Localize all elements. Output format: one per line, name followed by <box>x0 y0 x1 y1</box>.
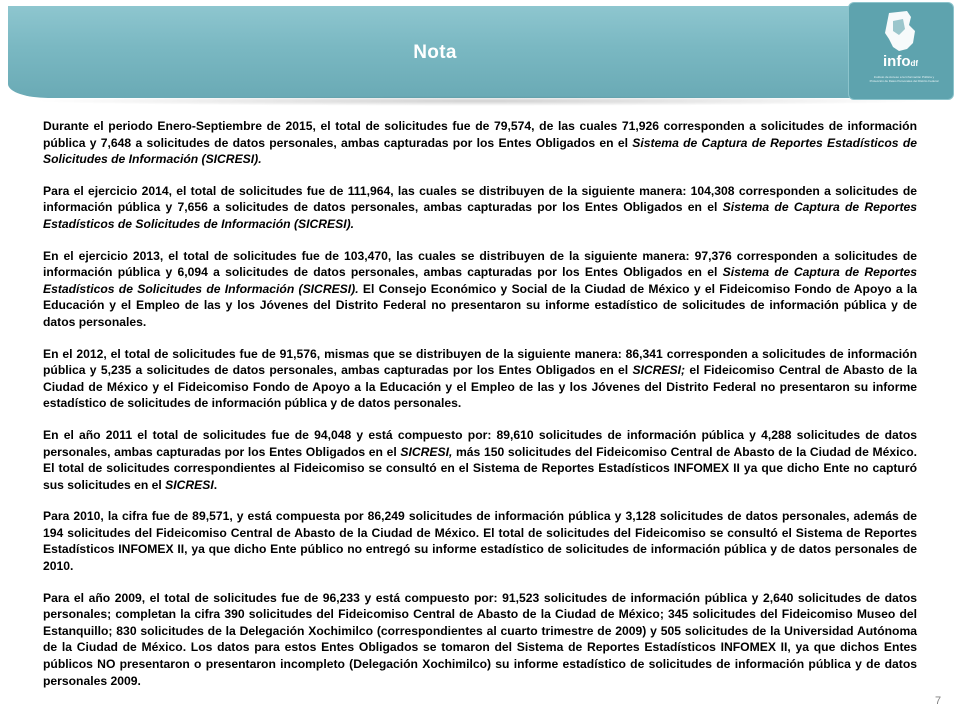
paragraph-2012: En el 2012, el total de solicitudes fue de 91,576, mismas que se distribuyen de la siguiente manera: 86,341 corresponden a solicitudes de información pública y 5,235 a solicitudes de datos personales, ambas capturadas por los Entes Obligados en el SICRESI; el Fideicomiso Central de Abasto de la Ciudad de México y el Fideicomiso Fondo de Apoyo a la Educación y el Empleo de las y los Jóvenes del Distrito Federal no presentaron su informe estadístico de solicitudes de información pública y de datos personales. <box>43 346 917 411</box>
paragraph-2014: Para el ejercicio 2014, el total de solicitudes fue de 111,964, las cuales se distribuyen de la siguiente manera: 104,308 corresponden a solicitudes de información pública y 7,656 a solicitudes de datos personales, ambas capturadas por los Entes Obligados en el Sistema de Captura de Reportes Estadísticos de Solicitudes de Información (SICRESI). <box>43 183 918 231</box>
paragraph-2010: Para 2010, la cifra fue de 89,571, y está compuesta por 86,249 solicitudes de información pública y 3,128 solicitudes de datos personales, además de 194 solicitudes del Fideicomiso Central de Abasto de la Ciudad de México. El total de solicitudes del Fideicomiso se consultó el Sistema de Reportes Estadísticos INFOMEX II, ya que dicho Ente público no entregó su informe estadístico de solicitudes de información pública y de datos personales de 2010. <box>43 509 917 574</box>
paragraph-2009: Para el año 2009, el total de solicitudes fue de 96,233 y está compuesto por: 91,523 solicitudes de información pública y 2,640 solicitudes de datos personales; completan la cifra 390 solicitudes del Fideicomiso Central de Abasto de la Ciudad de México; 345 solicitudes del Fideicomiso Museo del Estanquillo; 830 solicitudes de la Delegación Xochimilco (correspondientes al cuarto trimestre de 2009) y 505 solicitudes de la Universidad Autónoma de la Ciudad de México. Los datos para estos Entes Obligados se tomaron del Sistema de Reportes Estadísticos INFOMEX II, ya que dichos Entes públicos NO presentaron o presentaron incompleto (Delegación Xochimilco) su informe estadístico de solicitudes de información pública y de datos personales 2009. <box>43 590 917 688</box>
paragraph-2011: En el año 2011 el total de solicitudes fue de 94,048 y está compuesto por: 89,610 solicitudes de información pública y 4,288 solicitudes de datos personales, ambas capturadas por los Entes Obligados en el SICRESI, más 150 solicitudes del Fideicomiso Central de Abasto de la Ciudad de México. El total de solicitudes correspondientes al Fideicomiso se consultó en el Sistema de Reportes Estadísticos INFOMEX II ya que dicho Ente no capturó sus solicitudes en el SICRESI. <box>43 427 918 492</box>
page-title: Nota <box>413 42 457 63</box>
note-body <box>43 118 917 704</box>
logo-tagline: Instituto de Acceso a la Información Pública y Protección de Datos Personales del Distrito Federal <box>869 75 939 83</box>
info-df-logo <box>848 2 954 100</box>
logo-wordmark: infodf <box>883 53 919 70</box>
city-map-icon <box>849 3 953 99</box>
paragraph-2015: Durante el periodo Enero-Septiembre de 2015, el total de solicitudes fue de 79,574, de las cuales 71,926 corresponden a solicitudes de información pública y 7,648 a solicitudes de datos personales, ambas capturadas por los Entes Obligados en el Sistema de Captura de Reportes Estadísticos de Solicitudes de Información (SICRESI). <box>43 119 917 167</box>
banner-shadow <box>30 96 930 106</box>
paragraph-2013: En el ejercicio 2013, el total de solicitudes fue de 103,470, las cuales se distribuyen de la siguiente manera: 97,376 corresponden a solicitudes de información pública y 6,094 a solicitudes de datos personales, ambas capturadas por los Entes Obligados en el Sistema de Captura de Reportes Estadísticos de Solicitudes de Información (SICRESI). El Consejo Económico y Social de la Ciudad de México y el Fideicomiso Fondo de Apoyo a la Educación y el Empleo de las y los Jóvenes del Distrito Federal no presentaron su informe estadístico de solicitudes de información pública y de datos personales. <box>43 248 918 329</box>
page-number: 7 <box>935 695 942 707</box>
